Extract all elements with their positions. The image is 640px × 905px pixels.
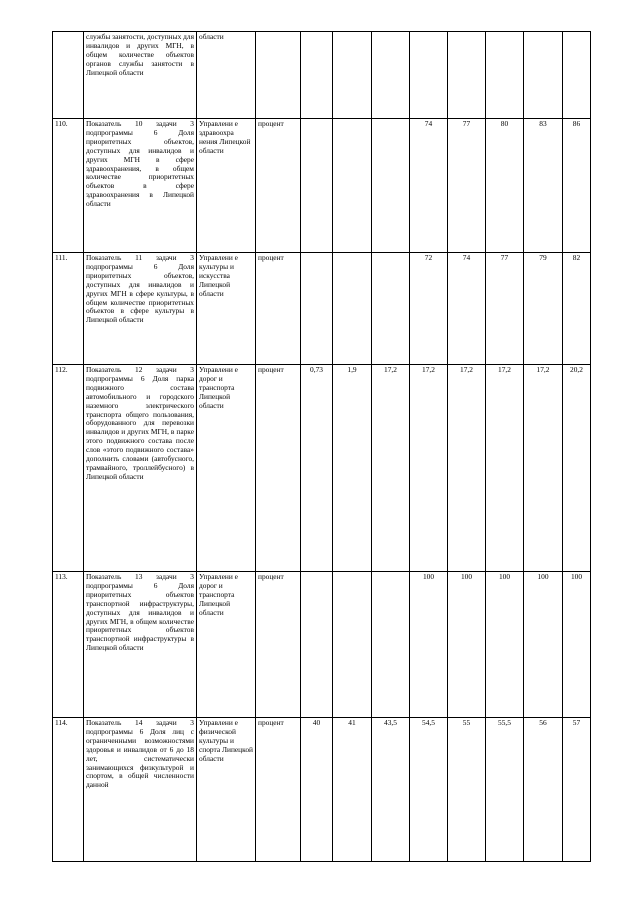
value-cell — [372, 253, 410, 365]
responsible-org-cell: Управлени е культуры и искусства Липецкой области — [197, 253, 256, 365]
value-cell: 74 — [410, 119, 448, 253]
value-cell: 83 — [524, 119, 563, 253]
row-number: 111. — [53, 253, 84, 365]
unit-cell: процент — [256, 119, 301, 253]
table-row — [53, 572, 591, 718]
table-row — [53, 32, 591, 119]
value-cell — [301, 572, 333, 718]
unit-cell: процент — [256, 365, 301, 572]
unit-cell: процент — [256, 572, 301, 718]
value-cell: 17,2 — [448, 365, 486, 572]
value-cell: 77 — [448, 119, 486, 253]
value-cell: 100 — [524, 572, 563, 718]
value-cell: 20,2 — [563, 365, 591, 572]
value-cell: 41 — [333, 718, 372, 862]
indicators-table — [52, 31, 591, 862]
unit-cell — [256, 32, 301, 119]
value-cell: 43,5 — [372, 718, 410, 862]
value-cell: 40 — [301, 718, 333, 862]
responsible-org-cell: Управлени е здравоохра нения Липецкой области — [197, 119, 256, 253]
value-cell — [301, 253, 333, 365]
value-cell — [448, 32, 486, 119]
table-row — [53, 365, 591, 572]
indicator-cell: Показатель 13 задачи 3 подпрограммы 6 Доля приоритетных объектов транспортной инфраструктуры, доступных для инвалидов и других МГН, в общем количестве приоритетных объектов транспортной инфраструктуры в Липецкой области — [84, 572, 197, 718]
responsible-org-cell: Управлени е дорог и транспорта Липецкой области — [197, 572, 256, 718]
value-cell: 100 — [486, 572, 524, 718]
value-cell — [333, 253, 372, 365]
value-cell — [372, 572, 410, 718]
row-number: 114. — [53, 718, 84, 862]
table-row — [53, 253, 591, 365]
unit-cell: процент — [256, 718, 301, 862]
value-cell: 100 — [448, 572, 486, 718]
indicator-cell: службы занятости, доступных для инвалидов и других МГН, в общем количестве объектов органов службы занятости в Липецкой области — [84, 32, 197, 119]
value-cell: 72 — [410, 253, 448, 365]
value-cell: 77 — [486, 253, 524, 365]
value-cell: 17,2 — [372, 365, 410, 572]
indicator-cell: Показатель 10 задачи 3 подпрограммы 6 Доля приоритетных объектов, доступных для инвалидов и других МГН в сфере здравоохранения, в общем количестве приоритетных объектов в сфере здравоохранения в Липецкой области — [84, 119, 197, 253]
value-cell: 1,9 — [333, 365, 372, 572]
value-cell: 17,2 — [410, 365, 448, 572]
indicator-cell: Показатель 14 задачи 3 подпрограммы 6 Доля лиц с ограниченными возможностями здоровья и инвалидов от 6 до 18 лет, систематически занимающихся физкультурой и спортом, в общей численности данной — [84, 718, 197, 862]
value-cell — [524, 32, 563, 119]
indicator-cell: Показатель 11 задачи 3 подпрограммы 6 Доля приоритетных объектов, доступных для инвалидов и других МГН в сфере культуры, в общем количестве приоритетных объектов в сфере культуры в Липецкой области — [84, 253, 197, 365]
row-number: 113. — [53, 572, 84, 718]
value-cell: 55,5 — [486, 718, 524, 862]
value-cell: 79 — [524, 253, 563, 365]
value-cell: 55 — [448, 718, 486, 862]
value-cell: 54,5 — [410, 718, 448, 862]
responsible-org-cell: области — [197, 32, 256, 119]
value-cell: 80 — [486, 119, 524, 253]
value-cell — [486, 32, 524, 119]
value-cell — [563, 32, 591, 119]
value-cell — [301, 119, 333, 253]
value-cell — [372, 32, 410, 119]
value-cell: 17,2 — [524, 365, 563, 572]
table-row — [53, 718, 591, 862]
value-cell — [333, 572, 372, 718]
value-cell: 56 — [524, 718, 563, 862]
row-number: 112. — [53, 365, 84, 572]
row-number — [53, 32, 84, 119]
indicator-cell: Показатель 12 задачи 3 подпрограммы 6 Доля парка подвижного состава автомобильного и городского наземного электрического транспорта общего пользования, оборудованного для перевозки инвалидов и других МГН, в парке этого подвижного состава после слов «этого подвижного состава» дополнить словами (автобусного, трамвайного, троллейбусного) в Липецкой области — [84, 365, 197, 572]
value-cell — [333, 119, 372, 253]
value-cell: 100 — [563, 572, 591, 718]
value-cell: 74 — [448, 253, 486, 365]
value-cell — [410, 32, 448, 119]
responsible-org-cell: Управлени е дорог и транспорта Липецкой области — [197, 365, 256, 572]
value-cell — [301, 32, 333, 119]
row-number: 110. — [53, 119, 84, 253]
table-row — [53, 119, 591, 253]
unit-cell: процент — [256, 253, 301, 365]
responsible-org-cell: Управлени е физической культуры и спорта Липецкой области — [197, 718, 256, 862]
value-cell — [372, 119, 410, 253]
value-cell: 57 — [563, 718, 591, 862]
value-cell: 82 — [563, 253, 591, 365]
value-cell: 86 — [563, 119, 591, 253]
value-cell: 100 — [410, 572, 448, 718]
value-cell: 17,2 — [486, 365, 524, 572]
value-cell: 0,73 — [301, 365, 333, 572]
value-cell — [333, 32, 372, 119]
